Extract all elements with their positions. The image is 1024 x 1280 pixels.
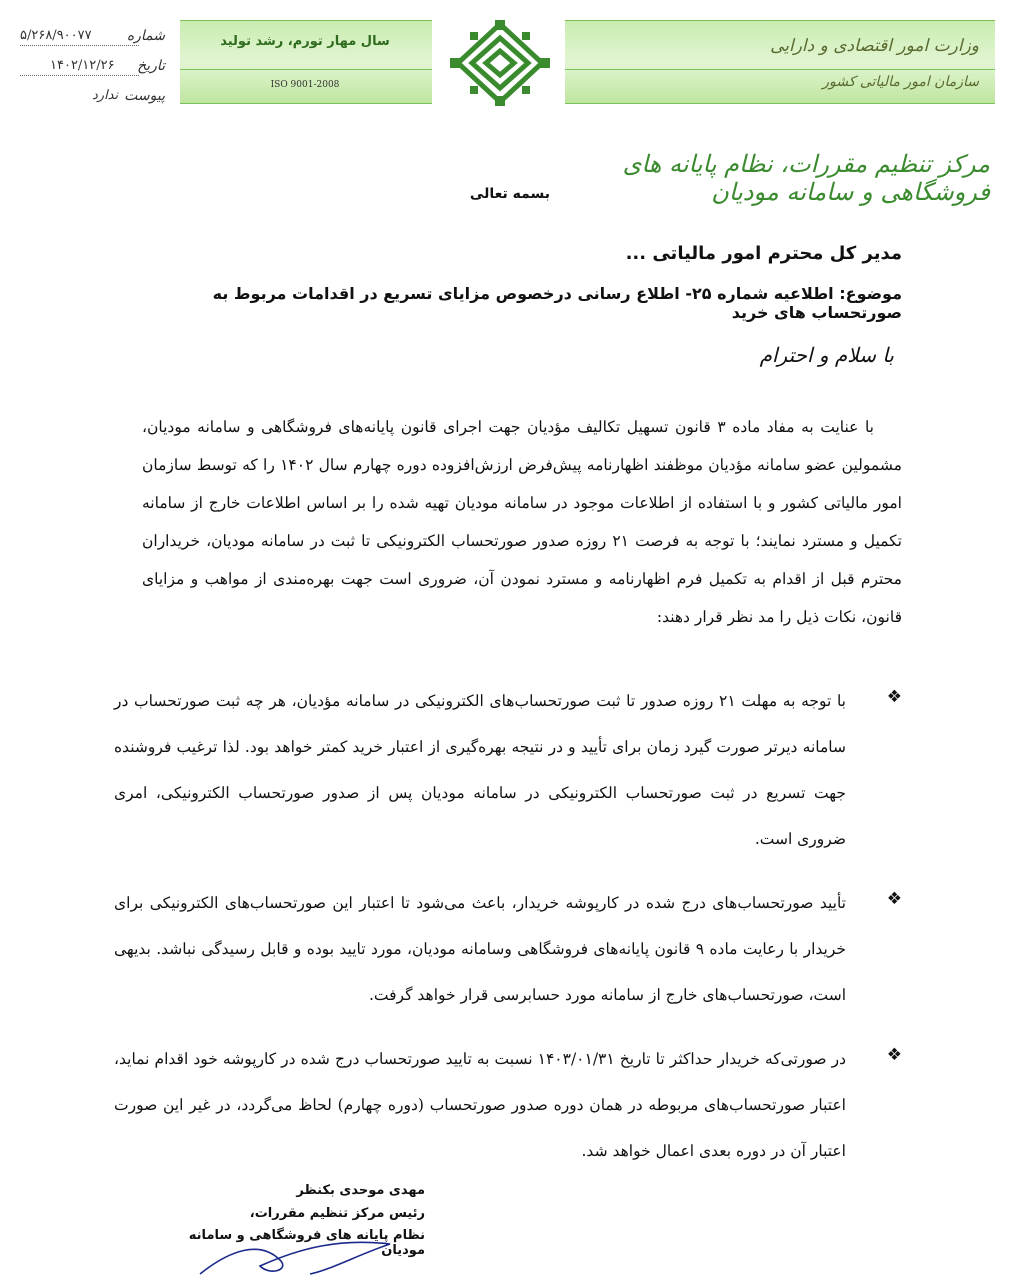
ministry-band — [565, 20, 995, 104]
center-title: مرکز تنظیم مقررات، نظام پایانه های فروشگاهی و سامانه مودیان — [622, 150, 990, 206]
handwritten-signature-icon — [190, 1230, 430, 1280]
subject-line: موضوع: اطلاعیه شماره ۲۵- اطلاع رسانی درخصوص مزایای تسریع در اقدامات مربوط به صورتحساب های خرید — [212, 284, 902, 322]
letter-date-dots — [20, 75, 139, 76]
letter-date — [20, 58, 165, 80]
greeting: با سلام و احترام — [759, 343, 894, 367]
diamond-bullet-icon: ❖ — [886, 1045, 902, 1065]
diamond-bullet-icon: ❖ — [886, 889, 902, 909]
signer-title: رئیس مرکز تنظیم مقررات، — [249, 1206, 425, 1221]
bismillah: بسمه تعالی — [469, 186, 550, 202]
bullet-item — [114, 678, 902, 862]
year-slogan: سال مهار تورم، رشد تولید — [220, 34, 390, 49]
ministry-name: وزارت امور اقتصادی و دارایی — [770, 36, 979, 56]
letter-number-dots — [20, 45, 139, 46]
letter-attachment — [20, 88, 165, 110]
bullet-text: با توجه به مهلت ۲۱ روزه صدور تا ثبت صورتحساب‌های الکترونیکی در سامانه مؤدیان، هر چه ثبت صورتحساب در سامانه دیرتر صورت گیرد زمان برای تأیید و در نتیجه بهره‌گیری از اعتبار خرید کمتر خواهد بود. لذا ترغیب فروشنده جهت تسریع در ثبت صورتحساب الکترونیکی در سامانه مودیان پس از صدور صورتحساب الکترونیکی، امری ضروری است. — [114, 692, 846, 848]
bullet-text: تأیید صورتحساب‌های درج شده در کارپوشه خریدار، باعث می‌شود تا اعتبار این صورتحساب‌های الکترونیکی برای خریدار با رعایت ماده ۹ قانون پایانه‌های فروشگاهی وسامانه مودیان، مورد تایید بوده و قابل رسیدگی نباشد. بدیهی است، صورتحساب‌های خارج از سامانه مورد حسابرسی قرار خواهد گرفت. — [114, 894, 846, 1004]
organization-name: سازمان امور مالیاتی کشور — [822, 74, 979, 90]
letter-number-value: ۵/۲۶۸/۹۰۰۷۷ — [20, 28, 92, 43]
letter-attachment-label: پیوست — [124, 88, 165, 104]
iso-label: ISO 9001-2008 — [270, 80, 340, 90]
bullet-item — [114, 1036, 902, 1174]
bullet-text: در صورتی‌که خریدار حداکثر تا تاریخ ۱۴۰۳/۰۱/۳۱ نسبت به تایید صورتحساب درج شده در کارپوشه خود اقدام نماید، اعتبار صورتحساب‌های مربوطه در همان دوره صدور صورتحساب (دوره چهارم) لحاظ می‌گردد، در غیر این صورت اعتبار آن در دوره بعدی اعمال خواهد شد. — [114, 1050, 846, 1160]
signer-unit: نظام پایانه های فروشگاهی و سامانه مودیان — [188, 1228, 425, 1258]
diamond-bullet-icon: ❖ — [886, 687, 902, 707]
letter-date-label: تاریخ — [137, 58, 165, 74]
addressee: مدیر کل محترم امور مالیاتی ... — [625, 243, 902, 264]
letter-number-label: شماره — [126, 28, 165, 44]
slogan-band — [180, 20, 432, 104]
tax-organization-logo-icon — [438, 18, 562, 108]
letter-number — [20, 28, 165, 50]
letter-attachment-value: ندارد — [92, 88, 119, 103]
bullet-item — [114, 880, 902, 1018]
letter-date-value: ۱۴۰۲/۱۲/۲۶ — [50, 58, 115, 73]
signer-name: مهدی موحدی بکنظر — [296, 1183, 425, 1198]
intro-paragraph: با عنایت به مفاد ماده ۳ قانون تسهیل تکالیف مؤدیان جهت اجرای قانون پایانه‌های فروشگاهی و سامانه مودیان، مشمولین عضو سامانه مؤدیان موظفند اظهارنامه پیش‌فرض ارزش‌افزوده دوره چهارم سال ۱۴۰۲ را که توسط سازمان امور مالیاتی کشور و با استفاده از اطلاعات موجود در سامانه مودیان تهیه شده را بر اساس اطلاعات خارج از سامانه تکمیل و مسترد نمایند؛ با توجه به فرصت ۲۱ روزه صدور صورتحساب الکترونیکی تا ثبت در سامانه مودیان، خریداران محترم قبل از اقدام به تکمیل فرم اظهارنامه و مسترد نمودن آن، ضروری است جهت بهره‌مندی از مواهب و مزایای قانون، نکات ذیل را مد نظر قرار دهند: — [142, 418, 902, 626]
